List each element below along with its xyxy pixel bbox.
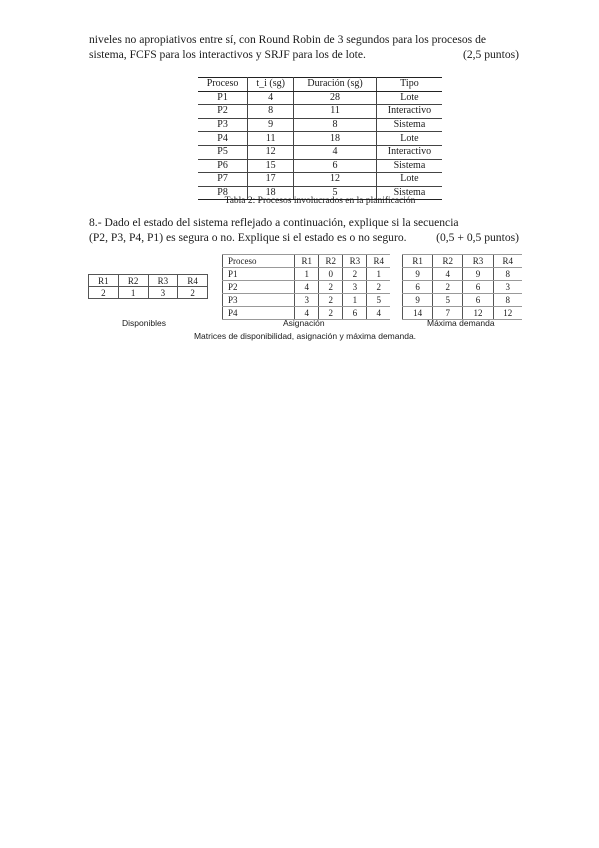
cell: 12 (493, 307, 522, 320)
cell: 6 (294, 159, 377, 173)
cell: R3 (148, 275, 178, 287)
cell: R4 (493, 255, 522, 268)
cell: 12 (463, 307, 493, 320)
header-proceso: Proceso (198, 78, 248, 92)
cell: 5 (294, 186, 377, 200)
cell: 2 (319, 294, 343, 307)
header-arrival: t_i (sg) (248, 78, 294, 92)
cell: Interactivo (376, 105, 442, 119)
cell: 5 (433, 294, 463, 307)
cell: Sistema (376, 159, 442, 173)
cell: R3 (343, 255, 367, 268)
cell: P2 (198, 105, 248, 119)
cell: 8 (248, 105, 294, 119)
cell: P4 (223, 307, 295, 320)
cell: Lote (376, 173, 442, 187)
cell: 2 (178, 287, 208, 299)
table-row (223, 294, 391, 307)
cell: 7 (433, 307, 463, 320)
available-header-row (89, 275, 208, 287)
cell: 8 (294, 118, 377, 132)
cell: 6 (403, 281, 433, 294)
cell: R1 (295, 255, 319, 268)
table-row (198, 132, 442, 146)
cell: P5 (198, 145, 248, 159)
cell: Lote (376, 132, 442, 146)
table-row (198, 91, 442, 105)
process-table-header (198, 78, 442, 92)
cell: R4 (178, 275, 208, 287)
cell: 5 (367, 294, 390, 307)
cell: 18 (294, 132, 377, 146)
cell: P1 (198, 91, 248, 105)
cell: 8 (493, 268, 522, 281)
cell: 2 (367, 281, 390, 294)
cell: Interactivo (376, 145, 442, 159)
matrices-caption: Matrices de disponibilidad, asignación y máxima demanda. (193, 331, 417, 341)
cell: 11 (294, 105, 377, 119)
max-demand-matrix (402, 254, 522, 320)
cell: 4 (294, 145, 377, 159)
table-row (198, 173, 442, 187)
cell: 4 (295, 281, 319, 294)
available-label: Disponibles (122, 318, 166, 328)
cell: R2 (319, 255, 343, 268)
allocation-matrix (222, 254, 390, 320)
cell: R3 (463, 255, 493, 268)
cell: R2 (118, 275, 148, 287)
cell: 0 (319, 268, 343, 281)
cell: 4 (295, 307, 319, 320)
cell: 6 (463, 281, 493, 294)
cell: P8 (198, 186, 248, 200)
max-demand-header-row (403, 255, 523, 268)
max-demand-label: Máxima demanda (427, 318, 495, 328)
intro-line-1: niveles no apropiativos entre sí, con Round Robin de 3 segundos para los procesos de (89, 33, 487, 46)
cell: 17 (248, 173, 294, 187)
cell: R2 (433, 255, 463, 268)
intro-paragraph (89, 32, 519, 62)
table-row (198, 105, 442, 119)
question-8-line-2 (89, 230, 519, 245)
intro-line-2 (89, 47, 519, 62)
cell: 9 (463, 268, 493, 281)
question-8-points: (0,5 + 0,5 puntos) (436, 231, 519, 244)
table-row (198, 145, 442, 159)
cell: 9 (248, 118, 294, 132)
cell: 28 (294, 91, 377, 105)
cell: 12 (294, 173, 377, 187)
cell: R1 (403, 255, 433, 268)
cell: P3 (223, 294, 295, 307)
cell: 6 (463, 294, 493, 307)
question-8 (89, 215, 519, 245)
cell: 2 (433, 281, 463, 294)
cell: P1 (223, 268, 295, 281)
cell: 6 (343, 307, 367, 320)
cell: 9 (403, 294, 433, 307)
cell: P7 (198, 173, 248, 187)
available-values-row (89, 287, 208, 299)
cell: 3 (343, 281, 367, 294)
intro-points: (2,5 puntos) (462, 48, 519, 61)
header-tipo: Tipo (376, 78, 442, 92)
intro-line-2-text: sistema, FCFS para los interactivos y SRJF para los de lote. (89, 48, 366, 61)
cell: 1 (118, 287, 148, 299)
allocation-header-row (223, 255, 391, 268)
cell: 3 (295, 294, 319, 307)
cell: 4 (248, 91, 294, 105)
table-row (403, 294, 523, 307)
table-row (403, 281, 523, 294)
cell: 12 (248, 145, 294, 159)
question-8-line-2-text: (P2, P3, P4, P1) es segura o no. Explique si el estado es o no seguro. (89, 231, 407, 244)
question-8-line-1: 8.- Dado el estado del sistema reflejado a continuación, explique si la secuencia (89, 216, 459, 229)
cell: 11 (248, 132, 294, 146)
table-row (223, 281, 391, 294)
available-matrix (88, 274, 208, 299)
cell: 18 (248, 186, 294, 200)
cell: 4 (433, 268, 463, 281)
cell: 1 (295, 268, 319, 281)
cell: 15 (248, 159, 294, 173)
cell: P3 (198, 118, 248, 132)
cell: R1 (89, 275, 119, 287)
table-row (403, 268, 523, 281)
cell: 4 (367, 307, 390, 320)
cell: Sistema (376, 186, 442, 200)
cell: 2 (319, 307, 343, 320)
cell: 14 (403, 307, 433, 320)
cell: Sistema (376, 118, 442, 132)
cell: 8 (493, 294, 522, 307)
header-duration: Duración (sg) (294, 78, 377, 92)
cell: 2 (319, 281, 343, 294)
cell: 2 (343, 268, 367, 281)
cell: 9 (403, 268, 433, 281)
cell: Lote (400, 91, 419, 103)
cell: 3 (148, 287, 178, 299)
cell: 1 (367, 268, 390, 281)
cell: P2 (223, 281, 295, 294)
cell: P6 (198, 159, 248, 173)
allocation-label: Asignación (283, 318, 325, 328)
cell: 3 (493, 281, 522, 294)
table-caption: Tabla 2: Procesos involucrados en la planificación (224, 196, 416, 206)
table-row (198, 159, 442, 173)
cell: 1 (343, 294, 367, 307)
table-row (198, 118, 442, 132)
cell: R4 (367, 255, 390, 268)
process-table (198, 77, 442, 200)
cell: P4 (198, 132, 248, 146)
cell: 2 (89, 287, 119, 299)
cell: Proceso (223, 255, 295, 268)
table-row (223, 268, 391, 281)
